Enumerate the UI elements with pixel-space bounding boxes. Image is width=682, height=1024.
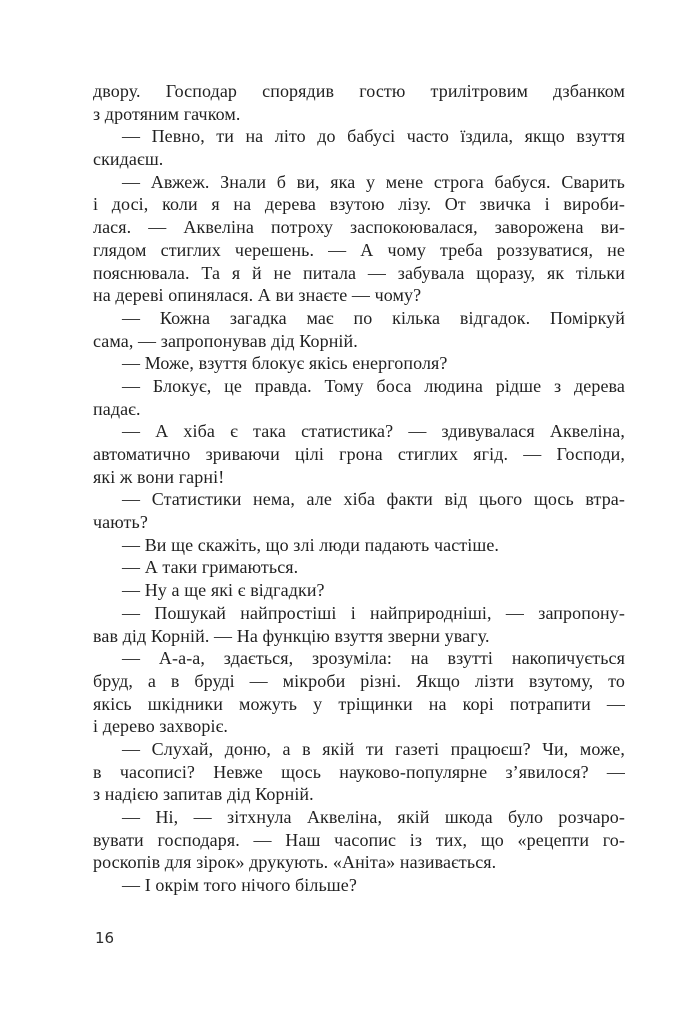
paragraph	[93, 806, 625, 874]
text-line: на дереві опинялася. А ви знаєте — чому?	[93, 285, 422, 306]
text-line: сама, — запропонував дід Корній.	[93, 330, 358, 351]
text-line: — Ну а ще які є відгадки?	[122, 580, 325, 601]
text-line: — А таки гримаються.	[122, 557, 299, 578]
paragraph	[93, 420, 625, 488]
text-line: — І окрім того нічого більше?	[122, 875, 357, 896]
text-block	[93, 80, 625, 897]
text-line: чають?	[93, 512, 148, 533]
text-line: — Може, взуття блокує якісь енергополя?	[122, 353, 448, 374]
text-line: — А хіба є така статистика? — здивувалася Аквеліна,	[122, 421, 625, 442]
paragraph	[93, 80, 625, 125]
text-line: — А-а-а, здається, зрозуміла: на взутті накопичується	[122, 648, 625, 669]
paragraph	[93, 647, 625, 738]
paragraph	[93, 307, 625, 352]
text-line: лася. — Аквеліна потроху заспокоювалася, заворожена ви-	[93, 217, 625, 238]
text-line: вувати господаря. — Наш часопис із тих, що «рецепти го-	[93, 829, 625, 850]
text-line: — Статистики нема, але хіба факти від цього щось втра-	[122, 489, 625, 510]
text-line: падає.	[93, 398, 141, 419]
text-line: бруд, а в бруді — мікроби різні. Якщо лізти взутому, то	[93, 670, 625, 691]
text-line: скидаєш.	[93, 149, 164, 170]
text-line: які ж вони гарні!	[93, 466, 225, 487]
text-line: пояснювала. Та я й не питала — забувала щоразу, як тільки	[93, 262, 625, 283]
page-number: 16	[95, 929, 115, 947]
text-line: і дерево захворіє.	[93, 716, 229, 737]
text-line: — Ви ще скажіть, що злі люди падають частіше.	[122, 534, 500, 555]
paragraph	[93, 874, 625, 897]
text-line: — Кожна загадка має по кілька відгадок. Поміркуй	[122, 307, 625, 328]
text-line: з дротяним гачком.	[93, 103, 241, 124]
paragraph	[93, 556, 625, 579]
paragraph	[93, 488, 625, 533]
text-line: — Слухай, доню, а в якій ти газеті працюєш? Чи, може,	[122, 738, 625, 759]
text-line: — Блокує, це правда. Тому боса людина рідше з дерева	[122, 375, 625, 396]
paragraph	[93, 375, 625, 420]
text-line: — Пошукай найпростіші і найприродніші, — запропону-	[122, 602, 625, 623]
text-line: роскопів для зірок» друкують. «Аніта» називається.	[93, 852, 497, 873]
text-line: вав дід Корній. — На функцію взуття зверни увагу.	[93, 625, 490, 646]
text-line: в часописі? Невже щось науково-популярне з’явилося? —	[93, 761, 625, 782]
text-line: автоматично зриваючи цілі грона стиглих ягід. — Господи,	[93, 444, 625, 464]
paragraph	[93, 352, 625, 375]
paragraph	[93, 579, 625, 602]
paragraph	[93, 171, 625, 307]
paragraph	[93, 602, 625, 647]
text-line: — Певно, ти на літо до бабусі часто їздила, якщо взуття	[122, 126, 625, 147]
text-line: якісь шкідники можуть у тріщинки на корі потрапити —	[93, 693, 625, 714]
paragraph	[93, 738, 625, 806]
text-line: — Авжеж. Знали б ви, яка у мене строга бабуся. Сварить	[122, 171, 625, 192]
text-line: з надією запитав дід Корній.	[93, 784, 314, 805]
paragraph	[93, 534, 625, 557]
text-line: і досі, коли я на дерева взутою лізу. От звичка і вироби-	[93, 194, 625, 215]
paragraph	[93, 125, 625, 170]
text-line: двору. Господар спорядив гостю трилітровим дзбанком	[93, 81, 625, 101]
text-line: глядом стиглих черешень. — А чому треба роззуватися, не	[93, 239, 625, 260]
text-line: — Ні, — зітхнула Аквеліна, якій шкода було розчаро-	[122, 807, 625, 827]
